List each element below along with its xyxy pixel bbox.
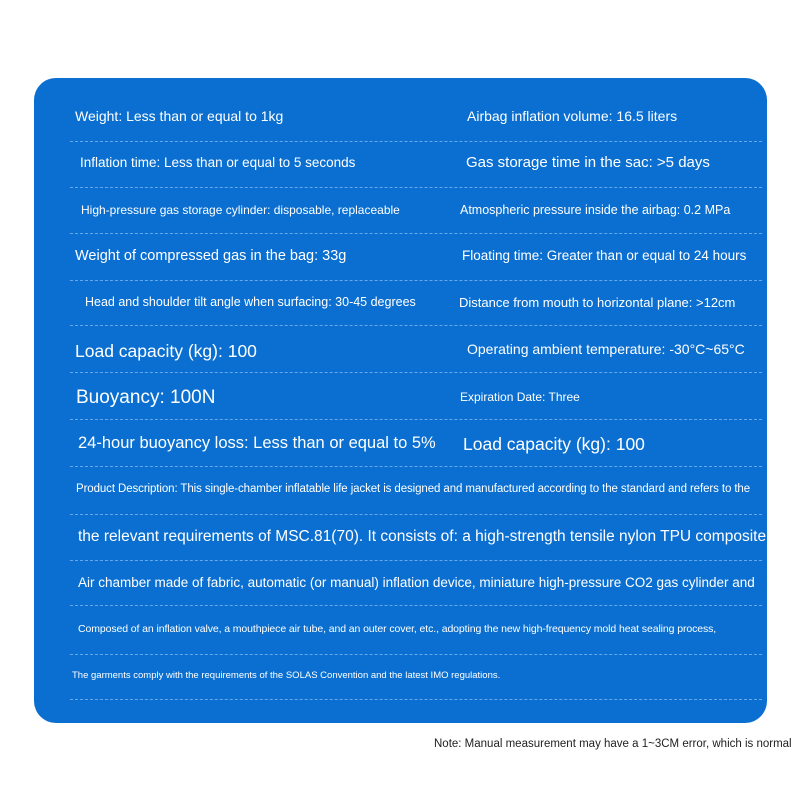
- spec-row: [70, 233, 762, 281]
- description-row: [70, 605, 762, 655]
- spec-row: [70, 325, 762, 373]
- description-row: [70, 560, 762, 606]
- description-row: [70, 654, 762, 700]
- spec-cylinder: High-pressure gas storage cylinder: disposable, replaceable: [81, 203, 400, 217]
- spec-weight: Weight: Less than or equal to 1kg: [75, 108, 284, 124]
- description-line-1: Product Description: This single-chamber inflatable life jacket is designed and manufactured according to the standard and refers to the: [76, 483, 751, 495]
- spec-gas-storage-time: Gas storage time in the sac: >5 days: [466, 154, 710, 171]
- description-line-4: Composed of an inflation valve, a mouthpiece air tube, and an outer cover, etc., adopting the new high-frequency mold heat sealing process,: [78, 623, 717, 635]
- spec-compressed-gas-weight: Weight of compressed gas in the bag: 33g: [75, 248, 347, 264]
- spec-buoyancy: Buoyancy: 100N: [76, 387, 216, 408]
- spec-row: [70, 419, 762, 467]
- spec-airbag-volume: Airbag inflation volume: 16.5 liters: [467, 108, 678, 124]
- spec-load-capacity: Load capacity (kg): 100: [75, 341, 257, 361]
- spec-airbag-pressure: Atmospheric pressure inside the airbag: 0.2 MPa: [460, 203, 731, 217]
- spec-load-capacity-2: Load capacity (kg): 100: [463, 434, 645, 454]
- spec-buoyancy-loss: 24-hour buoyancy loss: Less than or equal to 5%: [78, 434, 436, 452]
- spec-row: [70, 280, 762, 326]
- spec-expiration-date: Expiration Date: Three: [460, 390, 580, 404]
- description-line-2: the relevant requirements of MSC.81(70). It consists of: a high-strength tensile nylon TPU composite: [78, 528, 767, 545]
- description-row: [70, 514, 767, 561]
- spec-floating-time: Floating time: Greater than or equal to 24 hours: [462, 248, 747, 263]
- spec-tilt-angle: Head and shoulder tilt angle when surfacing: 30-45 degrees: [85, 295, 416, 309]
- spec-row: [70, 96, 762, 142]
- spec-inflation-time: Inflation time: Less than or equal to 5 seconds: [80, 155, 356, 170]
- spec-row: [70, 141, 762, 188]
- spec-card: [34, 78, 767, 723]
- measurement-note: Note: Manual measurement may have a 1~3CM error, which is normal: [434, 738, 792, 750]
- spec-row: [70, 187, 762, 234]
- description-line-3: Air chamber made of fabric, automatic (or manual) inflation device, miniature high-pressure CO2 gas cylinder and: [78, 575, 755, 590]
- description-row: [70, 466, 762, 515]
- spec-operating-temperature: Operating ambient temperature: -30°C~65°C: [467, 341, 745, 357]
- spec-row: [70, 372, 762, 420]
- spec-mouth-distance: Distance from mouth to horizontal plane: >12cm: [459, 295, 736, 310]
- description-line-5: The garments comply with the requirements of the SOLAS Convention and the latest IMO regulations.: [72, 670, 501, 681]
